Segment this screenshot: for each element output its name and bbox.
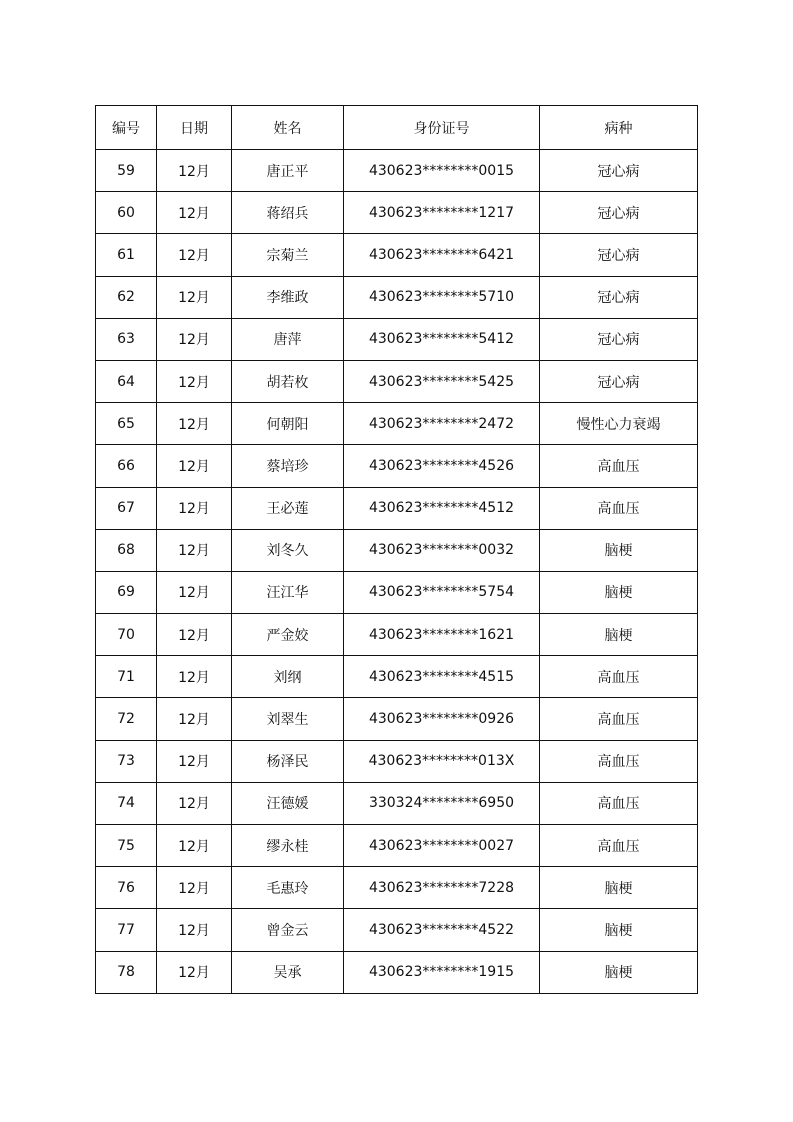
cell-name: 汪德媛 xyxy=(232,782,344,824)
cell-number: 76 xyxy=(96,867,157,909)
table-row xyxy=(96,909,698,951)
table-row xyxy=(96,614,698,656)
cell-name: 刘纲 xyxy=(232,656,344,698)
cell-number: 66 xyxy=(96,445,157,487)
cell-name: 毛惠玲 xyxy=(232,867,344,909)
header-disease: 病种 xyxy=(540,106,698,150)
cell-disease: 高血压 xyxy=(540,487,698,529)
cell-date: 12月 xyxy=(157,909,232,951)
cell-id-number: 430623********0032 xyxy=(344,529,540,571)
table-row xyxy=(96,150,698,192)
cell-date: 12月 xyxy=(157,360,232,402)
cell-name: 吴承 xyxy=(232,951,344,993)
cell-id-number: 430623********5754 xyxy=(344,571,540,613)
cell-date: 12月 xyxy=(157,951,232,993)
table-row xyxy=(96,318,698,360)
cell-date: 12月 xyxy=(157,150,232,192)
cell-date: 12月 xyxy=(157,192,232,234)
cell-number: 77 xyxy=(96,909,157,951)
cell-disease: 冠心病 xyxy=(540,276,698,318)
cell-number: 64 xyxy=(96,360,157,402)
cell-name: 缪永桂 xyxy=(232,825,344,867)
cell-id-number: 430623********1217 xyxy=(344,192,540,234)
table-row xyxy=(96,951,698,993)
table-row xyxy=(96,740,698,782)
cell-id-number: 430623********5412 xyxy=(344,318,540,360)
cell-number: 70 xyxy=(96,614,157,656)
cell-name: 杨泽民 xyxy=(232,740,344,782)
cell-number: 67 xyxy=(96,487,157,529)
cell-disease: 高血压 xyxy=(540,740,698,782)
cell-disease: 冠心病 xyxy=(540,360,698,402)
cell-disease: 脑梗 xyxy=(540,909,698,951)
table-row xyxy=(96,698,698,740)
cell-disease: 脑梗 xyxy=(540,614,698,656)
cell-disease: 高血压 xyxy=(540,782,698,824)
cell-number: 78 xyxy=(96,951,157,993)
cell-id-number: 430623********2472 xyxy=(344,403,540,445)
header-number: 编号 xyxy=(96,106,157,150)
cell-number: 75 xyxy=(96,825,157,867)
table-row xyxy=(96,487,698,529)
cell-number: 61 xyxy=(96,234,157,276)
cell-number: 63 xyxy=(96,318,157,360)
cell-disease: 高血压 xyxy=(540,445,698,487)
table-row xyxy=(96,276,698,318)
cell-disease: 脑梗 xyxy=(540,867,698,909)
cell-id-number: 430623********5425 xyxy=(344,360,540,402)
table-row xyxy=(96,782,698,824)
cell-date: 12月 xyxy=(157,234,232,276)
cell-name: 唐萍 xyxy=(232,318,344,360)
cell-date: 12月 xyxy=(157,403,232,445)
cell-disease: 冠心病 xyxy=(540,318,698,360)
cell-disease: 慢性心力衰竭 xyxy=(540,403,698,445)
cell-number: 68 xyxy=(96,529,157,571)
cell-id-number: 430623********1915 xyxy=(344,951,540,993)
cell-name: 蔡培珍 xyxy=(232,445,344,487)
table-row xyxy=(96,867,698,909)
cell-date: 12月 xyxy=(157,825,232,867)
header-date: 日期 xyxy=(157,106,232,150)
cell-name: 王必莲 xyxy=(232,487,344,529)
cell-name: 严金姣 xyxy=(232,614,344,656)
cell-id-number: 430623********4522 xyxy=(344,909,540,951)
table-row xyxy=(96,192,698,234)
cell-name: 李维政 xyxy=(232,276,344,318)
table-row xyxy=(96,445,698,487)
cell-number: 60 xyxy=(96,192,157,234)
cell-disease: 高血压 xyxy=(540,825,698,867)
cell-date: 12月 xyxy=(157,571,232,613)
cell-disease: 脑梗 xyxy=(540,951,698,993)
cell-id-number: 430623********013X xyxy=(344,740,540,782)
cell-date: 12月 xyxy=(157,529,232,571)
cell-id-number: 430623********0926 xyxy=(344,698,540,740)
cell-name: 唐正平 xyxy=(232,150,344,192)
table-row xyxy=(96,825,698,867)
cell-name: 宗菊兰 xyxy=(232,234,344,276)
cell-date: 12月 xyxy=(157,487,232,529)
table-row xyxy=(96,656,698,698)
cell-disease: 高血压 xyxy=(540,698,698,740)
cell-disease: 冠心病 xyxy=(540,150,698,192)
cell-number: 71 xyxy=(96,656,157,698)
table-header xyxy=(96,106,698,150)
cell-id-number: 430623********4526 xyxy=(344,445,540,487)
table-body xyxy=(96,150,698,994)
cell-id-number: 430623********6421 xyxy=(344,234,540,276)
cell-number: 62 xyxy=(96,276,157,318)
table-row xyxy=(96,529,698,571)
cell-date: 12月 xyxy=(157,740,232,782)
cell-date: 12月 xyxy=(157,318,232,360)
cell-number: 59 xyxy=(96,150,157,192)
header-id-number: 身份证号 xyxy=(344,106,540,150)
table-row xyxy=(96,403,698,445)
header-row xyxy=(96,106,698,150)
cell-date: 12月 xyxy=(157,656,232,698)
cell-number: 72 xyxy=(96,698,157,740)
cell-date: 12月 xyxy=(157,276,232,318)
cell-disease: 脑梗 xyxy=(540,571,698,613)
cell-number: 65 xyxy=(96,403,157,445)
cell-id-number: 430623********0027 xyxy=(344,825,540,867)
cell-id-number: 330324********6950 xyxy=(344,782,540,824)
document-page xyxy=(95,105,698,994)
cell-name: 汪江华 xyxy=(232,571,344,613)
cell-id-number: 430623********0015 xyxy=(344,150,540,192)
cell-id-number: 430623********5710 xyxy=(344,276,540,318)
cell-date: 12月 xyxy=(157,614,232,656)
cell-disease: 冠心病 xyxy=(540,234,698,276)
cell-name: 胡若枚 xyxy=(232,360,344,402)
cell-id-number: 430623********4512 xyxy=(344,487,540,529)
cell-date: 12月 xyxy=(157,698,232,740)
cell-number: 74 xyxy=(96,782,157,824)
cell-name: 刘冬久 xyxy=(232,529,344,571)
cell-name: 何朝阳 xyxy=(232,403,344,445)
cell-name: 刘翠生 xyxy=(232,698,344,740)
header-name: 姓名 xyxy=(232,106,344,150)
cell-id-number: 430623********7228 xyxy=(344,867,540,909)
cell-id-number: 430623********4515 xyxy=(344,656,540,698)
cell-number: 73 xyxy=(96,740,157,782)
cell-disease: 冠心病 xyxy=(540,192,698,234)
cell-id-number: 430623********1621 xyxy=(344,614,540,656)
cell-disease: 脑梗 xyxy=(540,529,698,571)
table-row xyxy=(96,360,698,402)
cell-name: 曾金云 xyxy=(232,909,344,951)
cell-name: 蒋绍兵 xyxy=(232,192,344,234)
cell-date: 12月 xyxy=(157,782,232,824)
patient-table xyxy=(95,105,698,994)
cell-number: 69 xyxy=(96,571,157,613)
cell-disease: 高血压 xyxy=(540,656,698,698)
table-row xyxy=(96,571,698,613)
cell-date: 12月 xyxy=(157,445,232,487)
cell-date: 12月 xyxy=(157,867,232,909)
table-row xyxy=(96,234,698,276)
